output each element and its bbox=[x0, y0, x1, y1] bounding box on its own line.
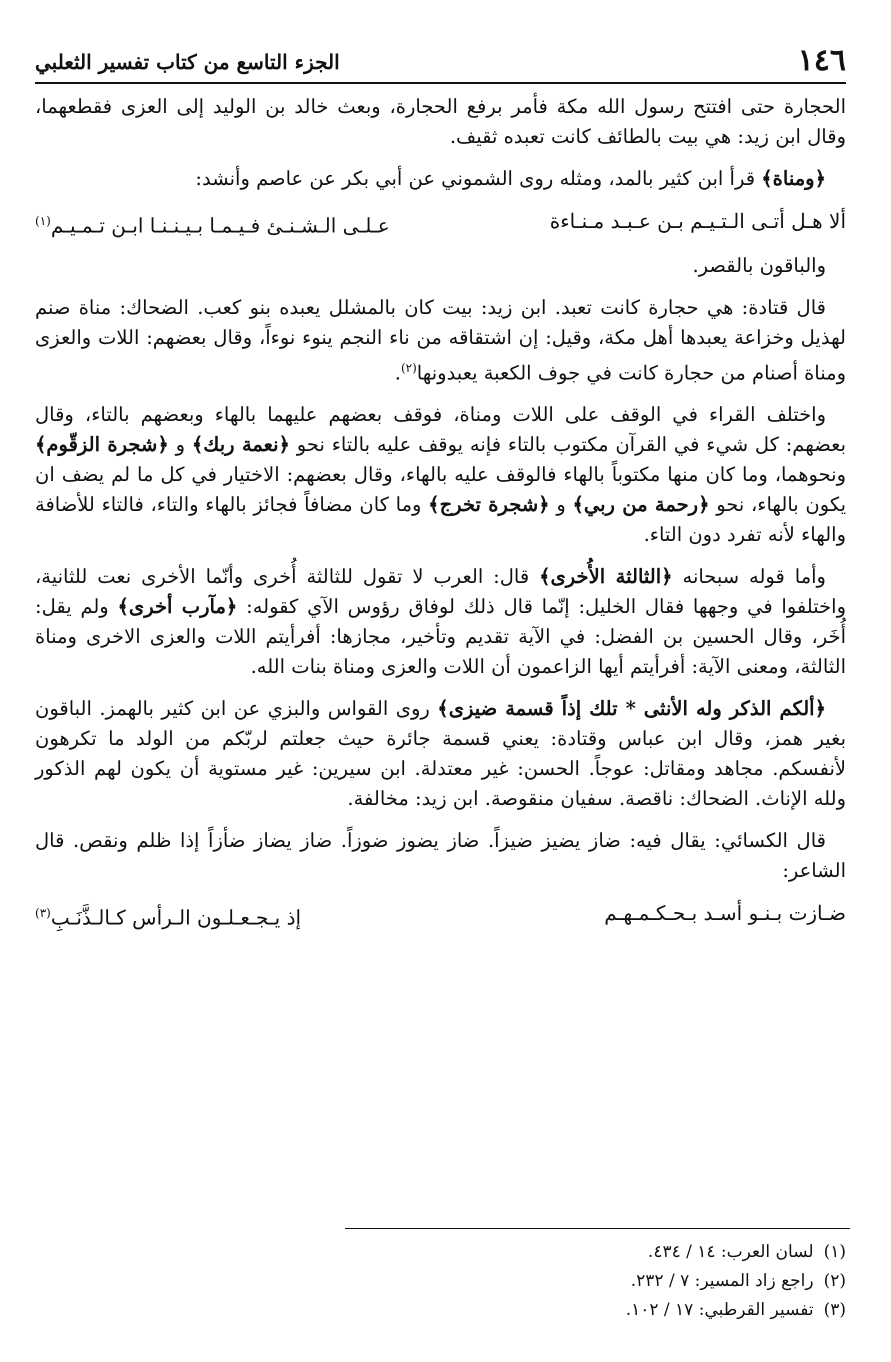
page-header bbox=[35, 30, 846, 84]
quran-quote: ﴿ألكم الذكر وله الأنثى * تلك إذاً قسمة ضيزى﴾ bbox=[437, 697, 826, 721]
footnote-ref: (٣) bbox=[35, 906, 51, 921]
quran-quote: ﴿شجرة الزقّوم﴾ bbox=[35, 433, 169, 457]
paragraph: واختلف القراء في الوقف على اللات ومناة، فوقف بعضهم عليهما بالهاء وبعضهم بالتاء، وقال بعضهم: كل شيء في القرآن مكتوب بالتاء فإنه يوقف عليه بالتاء نحو ﴿نعمة ربك﴾ و ﴿شجرة الزقّوم﴾ ونحوهما، وما كان منها مكتوباً بالهاء فالوقف عليه بالهاء، وقال بعضهم: الاختيار في كل ما لم يضف ان يكون بالهاء، نحو ﴿رحمة من ربي﴾ و ﴿شجرة تخرج﴾ وما كان مضافاً فجائز بالهاء والتاء، فالتاء للأضافة والهاء لأنه تفرد دون التاء. bbox=[35, 403, 847, 547]
main-text bbox=[35, 92, 846, 943]
footnote: (٣) تفسير القرطبي: ١٧ / ١٠٢. bbox=[625, 1300, 846, 1320]
footnote-divider bbox=[345, 1228, 850, 1229]
poetry-verse bbox=[35, 898, 846, 933]
poetry-verse bbox=[35, 206, 846, 241]
footnote: (١) لسان العرب: ١٤ / ٤٣٤. bbox=[647, 1242, 846, 1262]
verse-first-hemistich: ألا هـل أتـى الـتـيـم بـن عـبـد مـنـاءة bbox=[549, 209, 846, 233]
quran-quote: ﴿الثالثة الأُخرى﴾ bbox=[539, 565, 673, 589]
paragraph: الحجارة حتى افتتح رسول الله مكة فأمر برفع الحجارة، وبعث خالد بن الوليد إلى العزى فقطعهما، وقال ابن زيد: هي بيت بالطائف كانت تعبده ثقيف. bbox=[35, 95, 846, 148]
paragraph: ﴿ومناة﴾ قرأ ابن كثير بالمد، ومثله روى الشموني عن أبي بكر عن عاصم وأنشد: bbox=[195, 167, 826, 190]
verse-first-hemistich: ضـازت بـنـو أسـد بـحـكـمـهـم bbox=[604, 901, 846, 926]
paragraph: قال قتادة: هي حجارة كانت تعبد. ابن زيد: بيت كان بالمشلل يعبده بنو كعب. الضحاك: مناة صنم لهذيل وخزاعة يعبدها أهل مكة، وقيل: إن اشتقاقه من ناء النجم ينوء نوءاً، وقال بعضهم: اللات والعزى ومناة أصنام من حجارة كانت في جوف الكعبة يعبدونها$^{(٢)}$. bbox=[35, 295, 846, 385]
paragraph: والباقون بالقصر. bbox=[692, 253, 826, 277]
footnote-ref: (١) bbox=[35, 214, 51, 228]
paragraph: ﴿ألكم الذكر وله الأنثى * تلك إذاً قسمة ضيزى﴾ روى القواس والبزي عن ابن كثير بالهمز. الباقون بغير همز، وقال ابن عباس وقتادة: يعني قسمة جائرة حيث جعلتم لربّكم من الولد ما تكرهون لأنفسكم. مجاهد ومقاتل: عوجاً. الحسن: غير معتدلة. ابن سيرين: غير مستوية أن يكون لهم الذكور ولله الإناث. الضحاك: ناقصة. سفيان منقوصة. ابن زيد: مخالفة. bbox=[35, 697, 846, 811]
page-number: ١٤٦ bbox=[797, 43, 846, 78]
quran-quote: ﴿رحمة من ربي﴾ bbox=[572, 493, 710, 517]
verse-second-hemistich: عـلـى الـشـنـئ فـيـمـا بـيـنـنـا ابـن تـمـيـم$^{(١)}$ bbox=[35, 213, 390, 238]
quran-quote: ﴿مآرب أخرى﴾ bbox=[117, 595, 238, 619]
running-title: الجزء التاسع من كتاب تفسير الثعلبي bbox=[35, 50, 340, 74]
paragraph: وأما قوله سبحانه ﴿الثالثة الأُخرى﴾ قال: العرب لا تقول للثالثة أُخرى وأنّما الأخرى نعت للثانية، واختلفوا في وجهها فقال الخليل: إنّما قال ذلك لوفاق رؤوس الآي كقوله: ﴿مآرب أخرى﴾ ولم يقل: أُخَر، وقال الحسين بن الفضل: في الآية تقديم وتأخير، مجازها: أفرأيتم اللات والعزى الاخرى ومناة الثالثة، ومعنى الآية: أفرأيتم أيها الزاعمون أن اللات والعزى ومناة بنات الله. bbox=[35, 565, 847, 679]
paragraph: قال الكسائي: يقال فيه: ضاز يضيز ضيزاً. ضاز يضوز ضوزاً. ضاز يضاز ضأزاً إذا ظلم ونقص. قال الشاعر: bbox=[35, 829, 846, 883]
footnote-ref: (٢) bbox=[400, 360, 417, 375]
verse-second-hemistich: إذ يـجـعـلـون الـرأس كـالـذَّنَـبِ$^{(٣)}$ bbox=[35, 905, 302, 930]
quran-quote: ﴿شجرة تخرج﴾ bbox=[428, 493, 550, 517]
quran-quote: ﴿ومناة﴾ bbox=[761, 167, 826, 190]
quran-quote: ﴿نعمة ربك﴾ bbox=[191, 433, 290, 457]
footnote: (٢) راجع زاد المسير: ٧ / ٢٣٢. bbox=[630, 1271, 846, 1291]
footnotes bbox=[345, 1238, 846, 1325]
